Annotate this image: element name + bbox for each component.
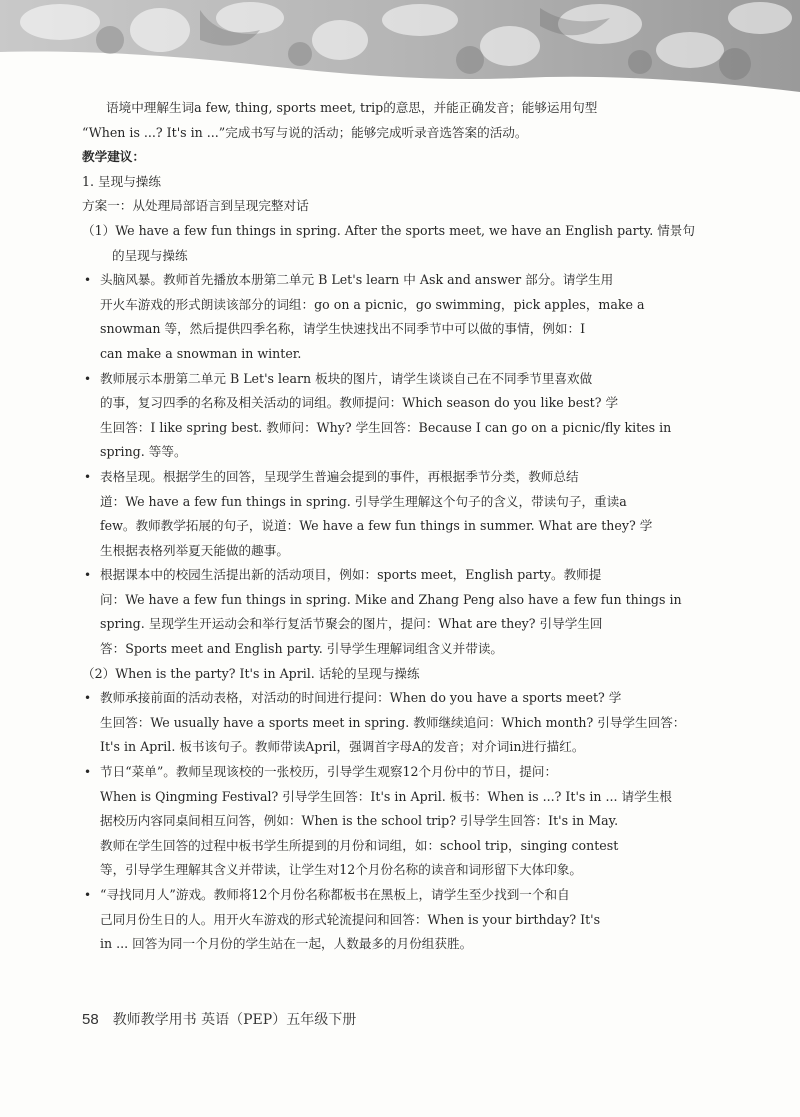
text-line: 教师展示本册第二单元 B Let's learn 板块的图片，请学生谈谈自己在不同季节里喜欢做 — [100, 370, 593, 386]
text-line: 的呈现与操练 — [112, 247, 188, 263]
text-line: 生根据表格列举夏天能做的趣事。 — [100, 542, 289, 558]
bullet-item — [82, 563, 694, 661]
bullet-item — [82, 686, 694, 760]
subsection-heading: 1. 呈现与操练 — [82, 173, 161, 189]
bullet-item — [82, 883, 694, 957]
text-line: 节日“菜单”。教师呈现该校的一张校历，引导学生观察12个月份中的节日，提问： — [100, 764, 558, 780]
text-line: 生回答：We usually have a sports meet in spring. 教师继续追问：Which month? 引导学生回答： — [100, 714, 686, 730]
numbered-item-1 — [82, 219, 694, 268]
floral-banner-image — [0, 0, 800, 92]
page-number: 58 — [82, 1011, 99, 1028]
text-line: spring. 呈现学生开运动会和举行复活节聚会的图片，提问：What are they? 引导学生回 — [100, 616, 603, 632]
text-line: snowman 等，然后提供四季名称，请学生快速找出不同季节中可以做的事情，例如：I — [100, 321, 586, 337]
text-line: （1）We have a few fun things in spring. After the sports meet, we have an English party. 情景句 — [82, 222, 695, 238]
book-title: 教师教学用书 英语（PEP）五年级下册 — [112, 1012, 357, 1028]
text-line: It's in April. 板书该句子。教师带读April，强调首字母A的发音；对介词in进行描红。 — [100, 739, 585, 755]
bullet-icon: • — [84, 765, 92, 780]
bullet-item — [82, 465, 694, 563]
section-heading: 教学建议： — [82, 149, 145, 165]
bullet-icon: • — [84, 469, 92, 484]
text-line: 语境中理解生词a few, thing, sports meet, trip的意思，并能正确发音；能够运用句型 — [106, 100, 598, 115]
text-line: 答：Sports meet and English party. 引导学生理解词组含义并带读。 — [100, 641, 504, 657]
plan-heading: 方案一：从处理局部语言到呈现完整对话 — [82, 198, 309, 214]
bullet-item — [82, 268, 694, 366]
text-line: 道：We have a few fun things in spring. 引导学生理解这个句子的含义，带读句子，重读a — [100, 493, 627, 509]
text-line: 根据课本中的校园生活提出新的活动项目，例如：sports meet，English party。教师提 — [100, 567, 602, 583]
text-line: 开火车游戏的形式朗读该部分的词组：go on a picnic，go swimming，pick apples，make a — [100, 296, 645, 312]
text-line: 教师在学生回答的过程中板书学生所提到的月份和词组，如：school trip，singing contest — [100, 837, 619, 853]
text-line: few。教师教学拓展的句子，说道：We have a few fun things in summer. What are they? 学 — [100, 518, 653, 534]
text-line: When is Qingming Festival? 引导学生回答：It's in April. 板书：When is ...? It's in ... 请学生根 — [100, 788, 672, 804]
text-line: can make a snowman in winter. — [100, 345, 302, 361]
text-line: 己同月份生日的人。用开火车游戏的形式轮流提问和回答：When is your birthday? It's — [100, 911, 601, 927]
page-footer — [82, 1009, 356, 1029]
text-line: 据校历内容同桌间相互问答，例如：When is the school trip? 引导学生回答：It's in May. — [100, 813, 619, 829]
bullet-item — [82, 760, 694, 883]
text-line: 头脑风暴。教师首先播放本册第二单元 B Let's learn 中 Ask and answer 部分。请学生用 — [100, 272, 614, 288]
text-line: “寻找同月人”游戏。教师将12个月份名称都板书在黑板上，请学生至少找到一个和自 — [100, 887, 570, 902]
decorative-banner — [0, 0, 800, 92]
bullet-icon: • — [84, 691, 92, 706]
text-line: “When is ...? It's in ...”完成书写与说的活动；能够完成听录音选答案的活动。 — [82, 124, 528, 140]
bullet-item — [82, 367, 694, 465]
text-line: 表格呈现。根据学生的回答，呈现学生普遍会提到的事件，再根据季节分类，教师总结 — [100, 468, 579, 484]
numbered-item-2: （2）When is the party? It's in April. 话轮的呈现与操练 — [82, 665, 420, 681]
bullet-icon: • — [84, 888, 92, 902]
bullet-icon: • — [84, 273, 92, 288]
text-line: 等，引导学生理解其含义并带读，让学生对12个月份名称的读音和词形留下大体印象。 — [100, 862, 582, 878]
text-line: spring. 等等。 — [100, 444, 187, 460]
text-line: in ... 回答为同一个月份的学生站在一起，人数最多的月份组获胜。 — [100, 936, 473, 952]
text-line: 教师承接前面的活动表格，对活动的时间进行提问：When do you have a sports meet? 学 — [100, 690, 622, 706]
page-body — [82, 96, 694, 957]
text-line: 问：We have a few fun things in spring. Mike and Zhang Peng also have a few fun things in — [100, 591, 682, 607]
text-line: 生回答：I like spring best. 教师问：Why? 学生回答：Because I can go on a picnic/fly kites in — [100, 419, 672, 435]
text-line: 的事，复习四季的名称及相关活动的词组。教师提问：Which season do you like best? 学 — [100, 395, 619, 411]
bullet-icon: • — [84, 371, 92, 386]
bullet-icon: • — [84, 568, 92, 583]
